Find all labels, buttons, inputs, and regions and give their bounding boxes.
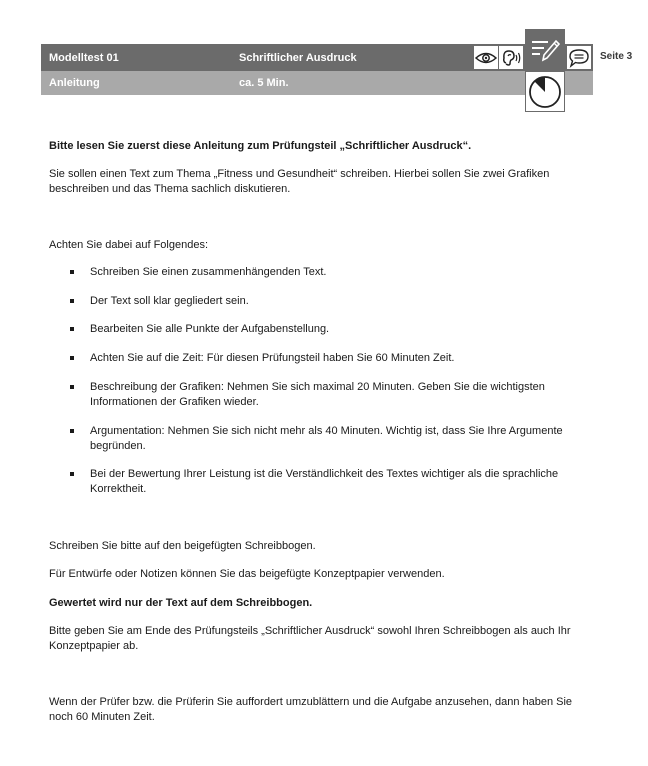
bullet-item: Achten Sie auf die Zeit: Für diesen Prüfungsteil haben Sie 60 Minuten Zeit. [90, 352, 455, 364]
task-description-line-1: Sie sollen einen Text zum Thema „Fitness und Gesundheit“ schreiben. Hierbei sollen Sie zwei Grafiken [49, 168, 550, 180]
timer-icon [525, 71, 565, 112]
grading-note: Gewertet wird nur der Text auf dem Schreibbogen. [49, 597, 313, 609]
bullet-marker [70, 385, 74, 389]
bullet-marker [70, 472, 74, 476]
bullet-item: Der Text soll klar gegliedert sein. [90, 295, 249, 307]
subheader-bar [41, 71, 593, 95]
bullet-marker [70, 429, 74, 433]
bullet-marker [70, 270, 74, 274]
bullet-item: Bearbeiten Sie alle Punkte der Aufgabenstellung. [90, 323, 330, 335]
speech-bubble-icon [567, 46, 591, 69]
bullet-item: Argumentation: Nehmen Sie sich nicht mehr als 40 Minuten. Wichtig ist, dass Sie Ihre Argumente [90, 425, 563, 437]
bullet-item: Schreiben Sie einen zusammenhängenden Text. [90, 266, 327, 278]
bullet-item: Beschreibung der Grafiken: Nehmen Sie sich maximal 20 Minuten. Geben Sie die wichtigsten [90, 381, 545, 393]
bullet-item: Bei der Bewertung Ihrer Leistung ist die Verständlichkeit des Textes wichtiger als die sprachliche [90, 468, 559, 480]
section-title: Schriftlicher Ausdruck [239, 52, 357, 64]
drafts-instruction: Für Entwürfe oder Notizen können Sie das beigefügte Konzeptpapier verwenden. [49, 568, 445, 580]
pencil-lines-icon [525, 29, 565, 71]
write-instruction: Schreiben Sie bitte auf den beigefügten Schreibbogen. [49, 540, 316, 552]
eye-icon [474, 46, 498, 69]
ear-icon [499, 46, 523, 69]
intro-heading: Bitte lesen Sie zuerst diese Anleitung zum Prüfungsteil „Schriftlicher Ausdruck“. [49, 140, 472, 152]
final-instruction-line-2: noch 60 Minuten Zeit. [49, 711, 155, 723]
test-name: Modelltest 01 [49, 52, 119, 64]
duration-label: ca. 5 Min. [239, 77, 289, 89]
bullet-marker [70, 356, 74, 360]
bullet-item-continuation: begründen. [90, 440, 146, 452]
page-number: Seite 3 [600, 51, 633, 62]
final-instruction-line-1: Wenn der Prüfer bzw. die Prüferin Sie auffordert umzublättern und die Aufgabe anzusehen, dann haben Sie [49, 696, 573, 708]
bullet-marker [70, 299, 74, 303]
subsection-label: Anleitung [49, 77, 100, 89]
attention-label: Achten Sie dabei auf Folgendes: [49, 239, 209, 251]
task-description-line-2: beschreiben und das Thema sachlich diskutieren. [49, 183, 291, 195]
bullet-marker [70, 327, 74, 331]
bullet-item-continuation: Korrektheit. [90, 483, 147, 495]
submit-instruction-line-2: Konzeptpapier ab. [49, 640, 139, 652]
submit-instruction-line-1: Bitte geben Sie am Ende des Prüfungsteils „Schriftlicher Ausdruck“ sowohl Ihren Schreibbogen als auch Ihr [49, 625, 571, 637]
bullet-item-continuation: Informationen der Grafiken wieder. [90, 396, 259, 408]
